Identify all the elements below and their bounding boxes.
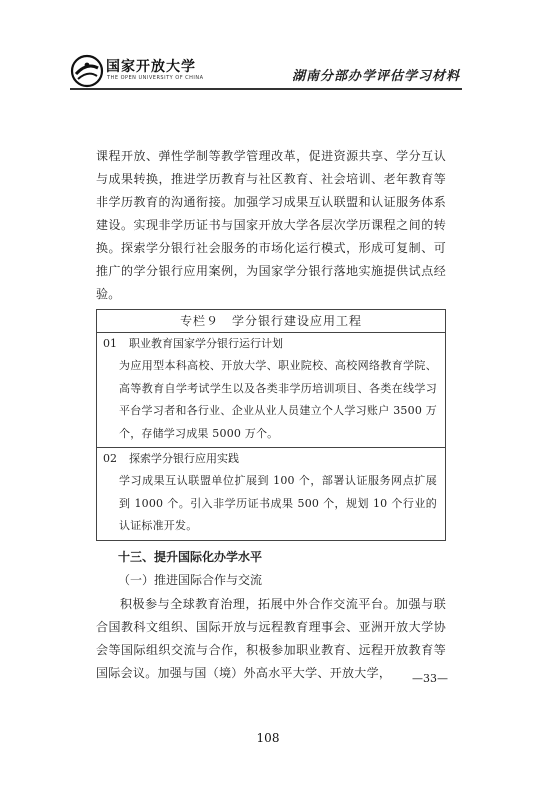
- sidebar-box: [96, 309, 446, 541]
- box-item: [97, 447, 445, 540]
- box-item-body: 为应用型本科高校、开放大学、职业院校、高校网络教育学院、高等教育自学考试学生以及各类非学历培训项目、各类在线学习平台学习者和各行业、企业从业人员建立个人学习账户 3500 万个，存储学习成果 5000 万个。: [119, 359, 437, 440]
- section-paragraph: 积极参与全球教育治理，拓展中外合作交流平台。加强与联合国教科文组织、国际开放与远程教育理事会、亚洲开放大学协会等国际组织交流与合作，积极参加职业教育、远程开放教育等国际会议。加强与国（境）外高水平大学、开放大学，: [96, 596, 446, 680]
- university-emblem-icon: [70, 54, 104, 88]
- page-content: [96, 145, 446, 685]
- box-title: 专栏９ 学分银行建设应用工程: [97, 310, 445, 333]
- inner-page-number: —33—: [412, 672, 448, 685]
- box-item-heading-row: [97, 448, 445, 470]
- intro-paragraph: 课程开放、弹性学制等教学管理改革，促进资源共享、学分互认与成果转换，推进学历教育与社区教育、社会培训、老年教育等非学历教育的沟通衔接。加强学习成果互认联盟和认证服务体系建设。实现非学历证书与国家开放大学各层次学历课程之间的转换。探索学分银行社会服务的市场化运行模式，形成可复制、可推广的学分银行应用案例，为国家学分银行落地实施提供试点经验。: [96, 149, 446, 301]
- box-item-body: 学习成果互认联盟单位扩展到 100 个，部署认证服务网点扩展到 1000 个。引入非学历证书成果 500 个，规划 10 个行业的认证标准开发。: [119, 474, 437, 532]
- box-item-heading: 职业教育国家学分银行运行计划: [129, 337, 283, 350]
- outer-page-number: 108: [256, 731, 280, 745]
- logo-english-name: THE OPEN UNIVERSITY OF CHINA: [107, 75, 204, 81]
- box-item-number: 01: [103, 337, 117, 350]
- university-logo: [70, 54, 230, 90]
- header-divider: [70, 88, 462, 90]
- section-title: 十三、提升国际化办学水平: [118, 549, 263, 564]
- box-item-heading-row: [97, 333, 445, 355]
- box-item: [97, 333, 445, 447]
- box-item-number: 02: [103, 452, 117, 465]
- box-item-heading: 探索学分银行应用实践: [129, 452, 239, 465]
- header-title: 湖南分部办学评估学习材料: [291, 69, 460, 84]
- page-header: [0, 0, 536, 100]
- section-subtitle: （一）推进国际合作与交流: [118, 572, 263, 587]
- logo-chinese-name: 国家开放大学: [106, 59, 196, 75]
